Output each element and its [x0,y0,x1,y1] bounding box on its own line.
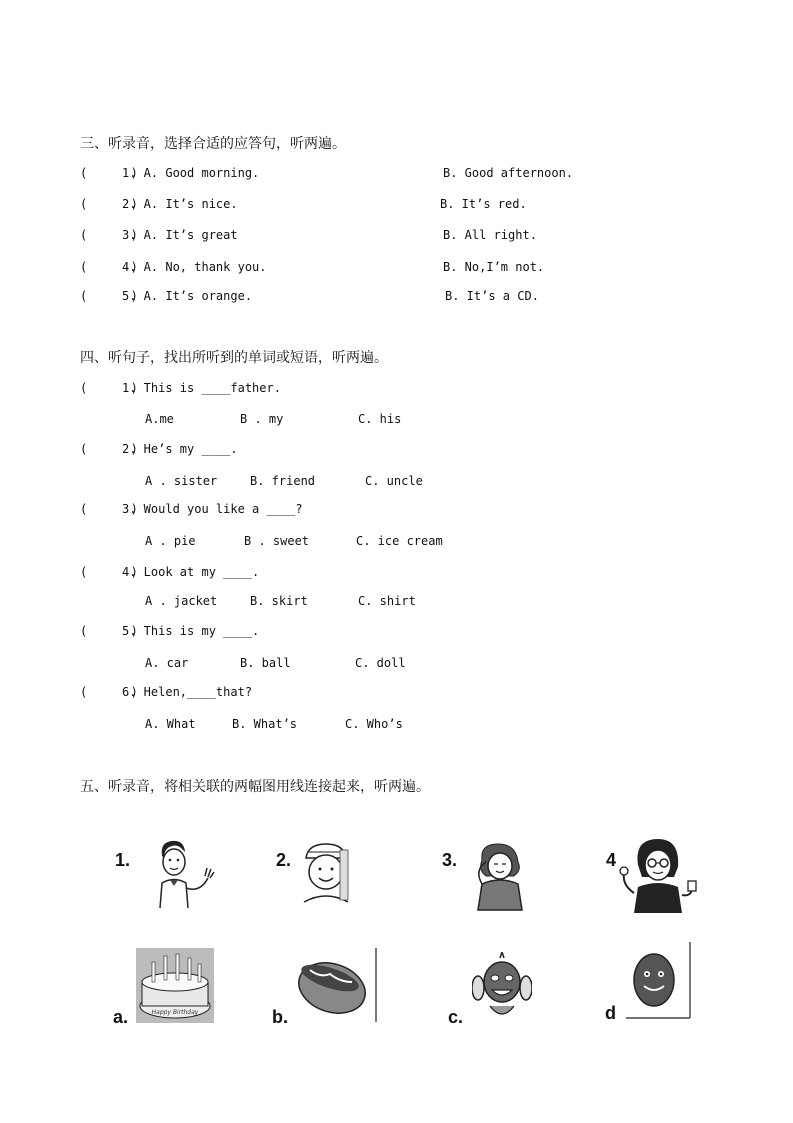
cartoon-character-picture [472,952,532,1022]
question-option-a: 3. A. It’s great [122,228,238,242]
section-3-heading: 三、听录音，选择合适的应答句，听两遍。 [80,136,346,152]
question-option-a: 1. A. Good morning. [122,166,260,180]
question-option-b: B. No,I’m not. [443,260,545,274]
question-option-a: 4. A. No, thank you. [122,260,267,274]
curly-hair-child-picture [468,840,533,912]
answer-blank[interactable]: ( ) [80,685,138,699]
egg-face-picture [622,942,697,1024]
option-a: A . jacket [145,594,218,608]
answer-blank[interactable]: ( ) [80,260,138,274]
birthday-cake-picture [136,948,214,1023]
option-c: C. his [358,412,402,426]
girl-waving-picture [150,838,225,913]
answer-blank[interactable]: ( ) [80,442,138,456]
picture-label-c: c. [448,1007,464,1027]
section-4-heading: 四、听句子，找出所听到的单词或短语，听两遍。 [80,350,388,366]
answer-blank[interactable]: ( ) [80,197,138,211]
option-c: C. Who’s [345,717,403,731]
question-option-b: B. It’s red. [440,197,527,211]
picture-label-4: 4 [606,850,617,870]
boy-with-cap-picture [300,840,355,905]
hot-dog-picture [296,948,381,1024]
answer-blank[interactable]: ( ) [80,289,138,303]
option-c: C. uncle [365,474,423,488]
question-text: 2. He’s my ____. [122,442,238,456]
question-option-a: 5. A. It’s orange. [122,289,253,303]
option-a: A. car [145,656,189,670]
option-b: B . sweet [244,534,310,548]
answer-blank[interactable]: ( ) [80,166,138,180]
option-b: B. skirt [250,594,308,608]
question-option-b: B. All right. [443,228,537,242]
question-option-b: B. Good afternoon. [443,166,574,180]
option-a: A. What [145,717,196,731]
picture-label-2: 2. [276,850,292,870]
picture-label-b: b. [272,1007,288,1027]
question-option-b: B. It’s a CD. [445,289,539,303]
answer-blank[interactable]: ( ) [80,565,138,579]
picture-label-d: d [605,1003,616,1023]
question-text: 4. Look at my ____. [122,565,260,579]
woman-with-glasses-picture [618,835,703,915]
answer-blank[interactable]: ( ) [80,228,138,242]
option-c: C. ice cream [356,534,443,548]
option-b: B . my [240,412,284,426]
question-text: 6. Helen,____that? [122,685,253,699]
question-text: 1. This is ____father. [122,381,281,395]
answer-blank[interactable]: ( ) [80,502,138,516]
option-a: A.me [145,412,174,426]
option-a: A . sister [145,474,218,488]
option-c: C. shirt [358,594,416,608]
answer-blank[interactable]: ( ) [80,381,138,395]
question-text: 5. This is my ____. [122,624,260,638]
picture-label-1: 1. [115,850,131,870]
option-b: B. What’s [232,717,298,731]
section-5-heading: 五、听录音，将相关联的两幅图用线连接起来，听两遍。 [80,779,430,795]
option-c: C. doll [355,656,406,670]
question-text: 3. Would you like a ____? [122,502,303,516]
option-b: B. ball [240,656,291,670]
answer-blank[interactable]: ( ) [80,624,138,638]
option-a: A . pie [145,534,196,548]
question-option-a: 2. A. It’s nice. [122,197,238,211]
option-b: B. friend [250,474,316,488]
picture-label-3: 3. [442,850,458,870]
cake-text: Happy Birthday [151,1009,199,1016]
picture-label-a: a. [113,1007,129,1027]
